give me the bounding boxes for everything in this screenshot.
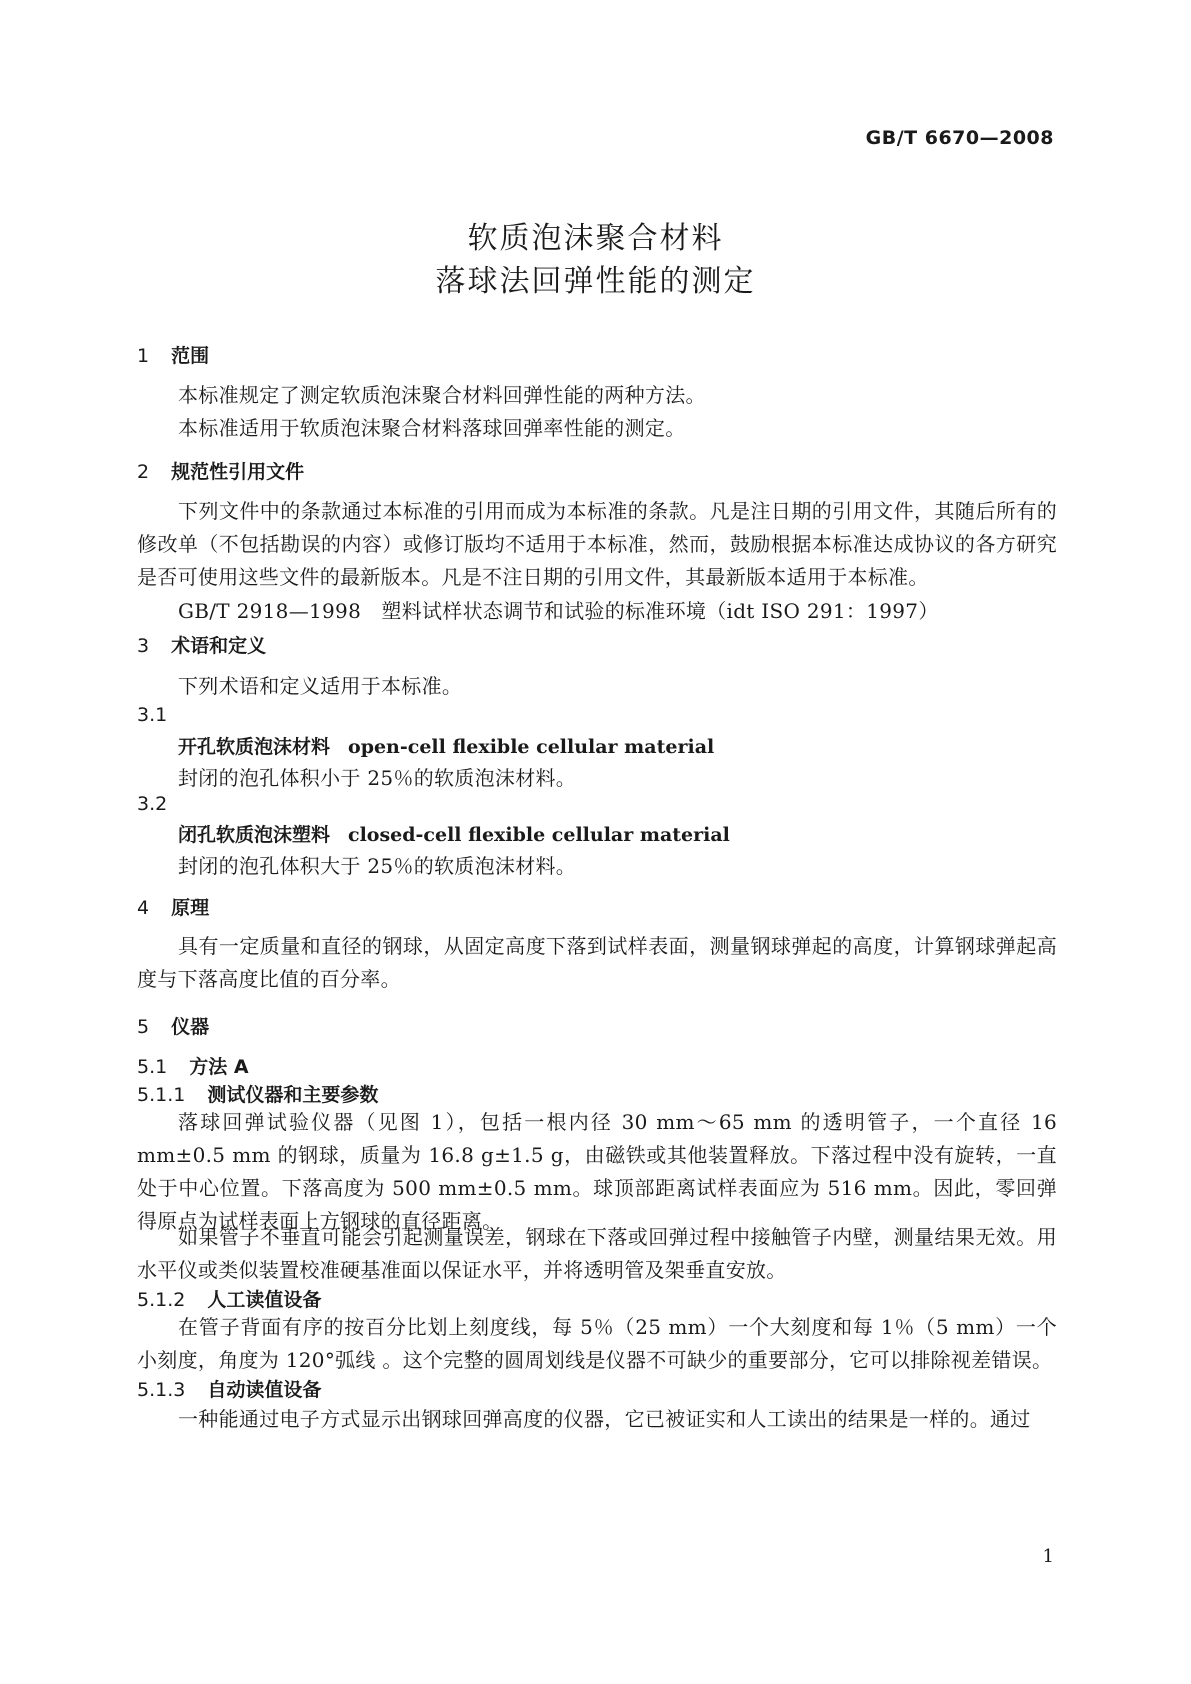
section-title: 自动读值设备 [207, 1379, 322, 1401]
standard-number: GB/T 6670—2008 [865, 127, 1054, 149]
term-en: closed-cell flexible cellular material [348, 824, 730, 846]
term-3-2-number: 3.2 [137, 793, 168, 815]
section-number: 2 [137, 461, 150, 483]
section-title: 方法 A [189, 1056, 249, 1078]
subsection-5-1-3-paragraph-1: 一种能通过电子方式显示出钢球回弹高度的仪器，它已被证实和人工读出的结果是一样的。通过 [178, 1407, 1031, 1431]
document-title-line-2: 落球法回弹性能的测定 [435, 264, 756, 299]
subsection-5-1-1-heading [137, 1080, 378, 1107]
section-title: 仪器 [171, 1016, 210, 1038]
subsection-5-1-2-paragraph-1: 在管子背面有序的按百分比划上刻度线，每 5％（25 mm）一个大刻度和每 1％（5 mm）一个小刻度，角度为 120°弧线 。这个完整的圆周划线是仪器不可缺少的重要部分，它可以排除视差错误。 [137, 1315, 1057, 1372]
term-3-1-number: 3.1 [137, 704, 168, 726]
document-title-line-1: 软质泡沫聚合材料 [467, 221, 724, 256]
term-zh: 开孔软质泡沫材料 [178, 736, 331, 758]
normative-reference: GB/T 2918—1998 塑料试样状态调节和试验的标准环境（idt ISO 291：1997） [178, 599, 939, 623]
section-title: 规范性引用文件 [171, 461, 305, 483]
page-number: 1 [1042, 1546, 1054, 1567]
section-number: 1 [137, 345, 150, 367]
term-3-2 [178, 820, 730, 847]
section-title: 原理 [171, 897, 210, 919]
section-number: 5.1.1 [137, 1084, 186, 1106]
section-number: 5 [137, 1016, 150, 1038]
section-3-intro: 下列术语和定义适用于本标准。 [178, 674, 463, 698]
section-title: 范围 [171, 345, 210, 367]
section-number: 4 [137, 897, 150, 919]
term-3-1-definition: 封闭的泡孔体积小于 25％的软质泡沫材料。 [178, 766, 577, 790]
section-number: 5.1 [137, 1056, 168, 1078]
section-title: 测试仪器和主要参数 [207, 1084, 379, 1106]
section-number: 5.1.3 [137, 1379, 186, 1401]
subsection-5-1-1-paragraph-1: 落球回弹试验仪器（见图 1），包括一根内径 30 mm～65 mm 的透明管子，一个直径 16 mm±0.5 mm 的钢球，质量为 16.8 g±1.5 g，由磁铁或其他装置释放。下落过程中没有旋转，一直处于中心位置。下落高度为 500 mm±0.5 mm。球顶部距离试样表面应为 516 mm。因此，零回弹得原点为试样表面上方钢球的直径距离。 [137, 1110, 1057, 1233]
section-4-paragraph-1: 具有一定质量和直径的钢球，从固定高度下落到试样表面，测量钢球弹起的高度，计算钢球弹起高度与下落高度比值的百分率。 [137, 934, 1057, 991]
term-en: open-cell flexible cellular material [348, 736, 715, 758]
section-2-paragraph-1: 下列文件中的条款通过本标准的引用而成为本标准的条款。凡是注日期的引用文件，其随后所有的修改单（不包括勘误的内容）或修订版均不适用于本标准，然而，鼓励根据本标准达成协议的各方研究是否可使用这些文件的最新版本。凡是不注日期的引用文件，其最新版本适用于本标准。 [137, 499, 1057, 589]
section-1-paragraph-1: 本标准规定了测定软质泡沫聚合材料回弹性能的两种方法。 [178, 383, 706, 407]
subsection-5-1-1-paragraph-2: 如果管子不垂直可能会引起测量误差，钢球在下落或回弹过程中接触管子内壁，测量结果无效。用水平仪或类似装置校准硬基准面以保证水平，并将透明管及架垂直安放。 [137, 1225, 1057, 1282]
term-3-1 [178, 732, 714, 759]
section-5-heading [137, 1012, 209, 1039]
section-number: 3 [137, 635, 150, 657]
section-4-heading [137, 893, 209, 920]
term-zh: 闭孔软质泡沫塑料 [178, 824, 331, 846]
subsection-5-1-2-heading [137, 1285, 321, 1312]
term-3-2-definition: 封闭的泡孔体积大于 25％的软质泡沫材料。 [178, 854, 577, 878]
section-1-paragraph-2: 本标准适用于软质泡沫聚合材料落球回弹率性能的测定。 [178, 416, 686, 440]
section-2-heading [137, 457, 304, 484]
section-title: 人工读值设备 [207, 1289, 322, 1311]
section-title: 术语和定义 [171, 635, 267, 657]
section-3-heading [137, 631, 266, 658]
section-1-heading [137, 341, 209, 368]
section-number: 5.1.2 [137, 1289, 186, 1311]
subsection-5-1-3-heading [137, 1375, 321, 1402]
subsection-5-1-heading [137, 1052, 249, 1079]
